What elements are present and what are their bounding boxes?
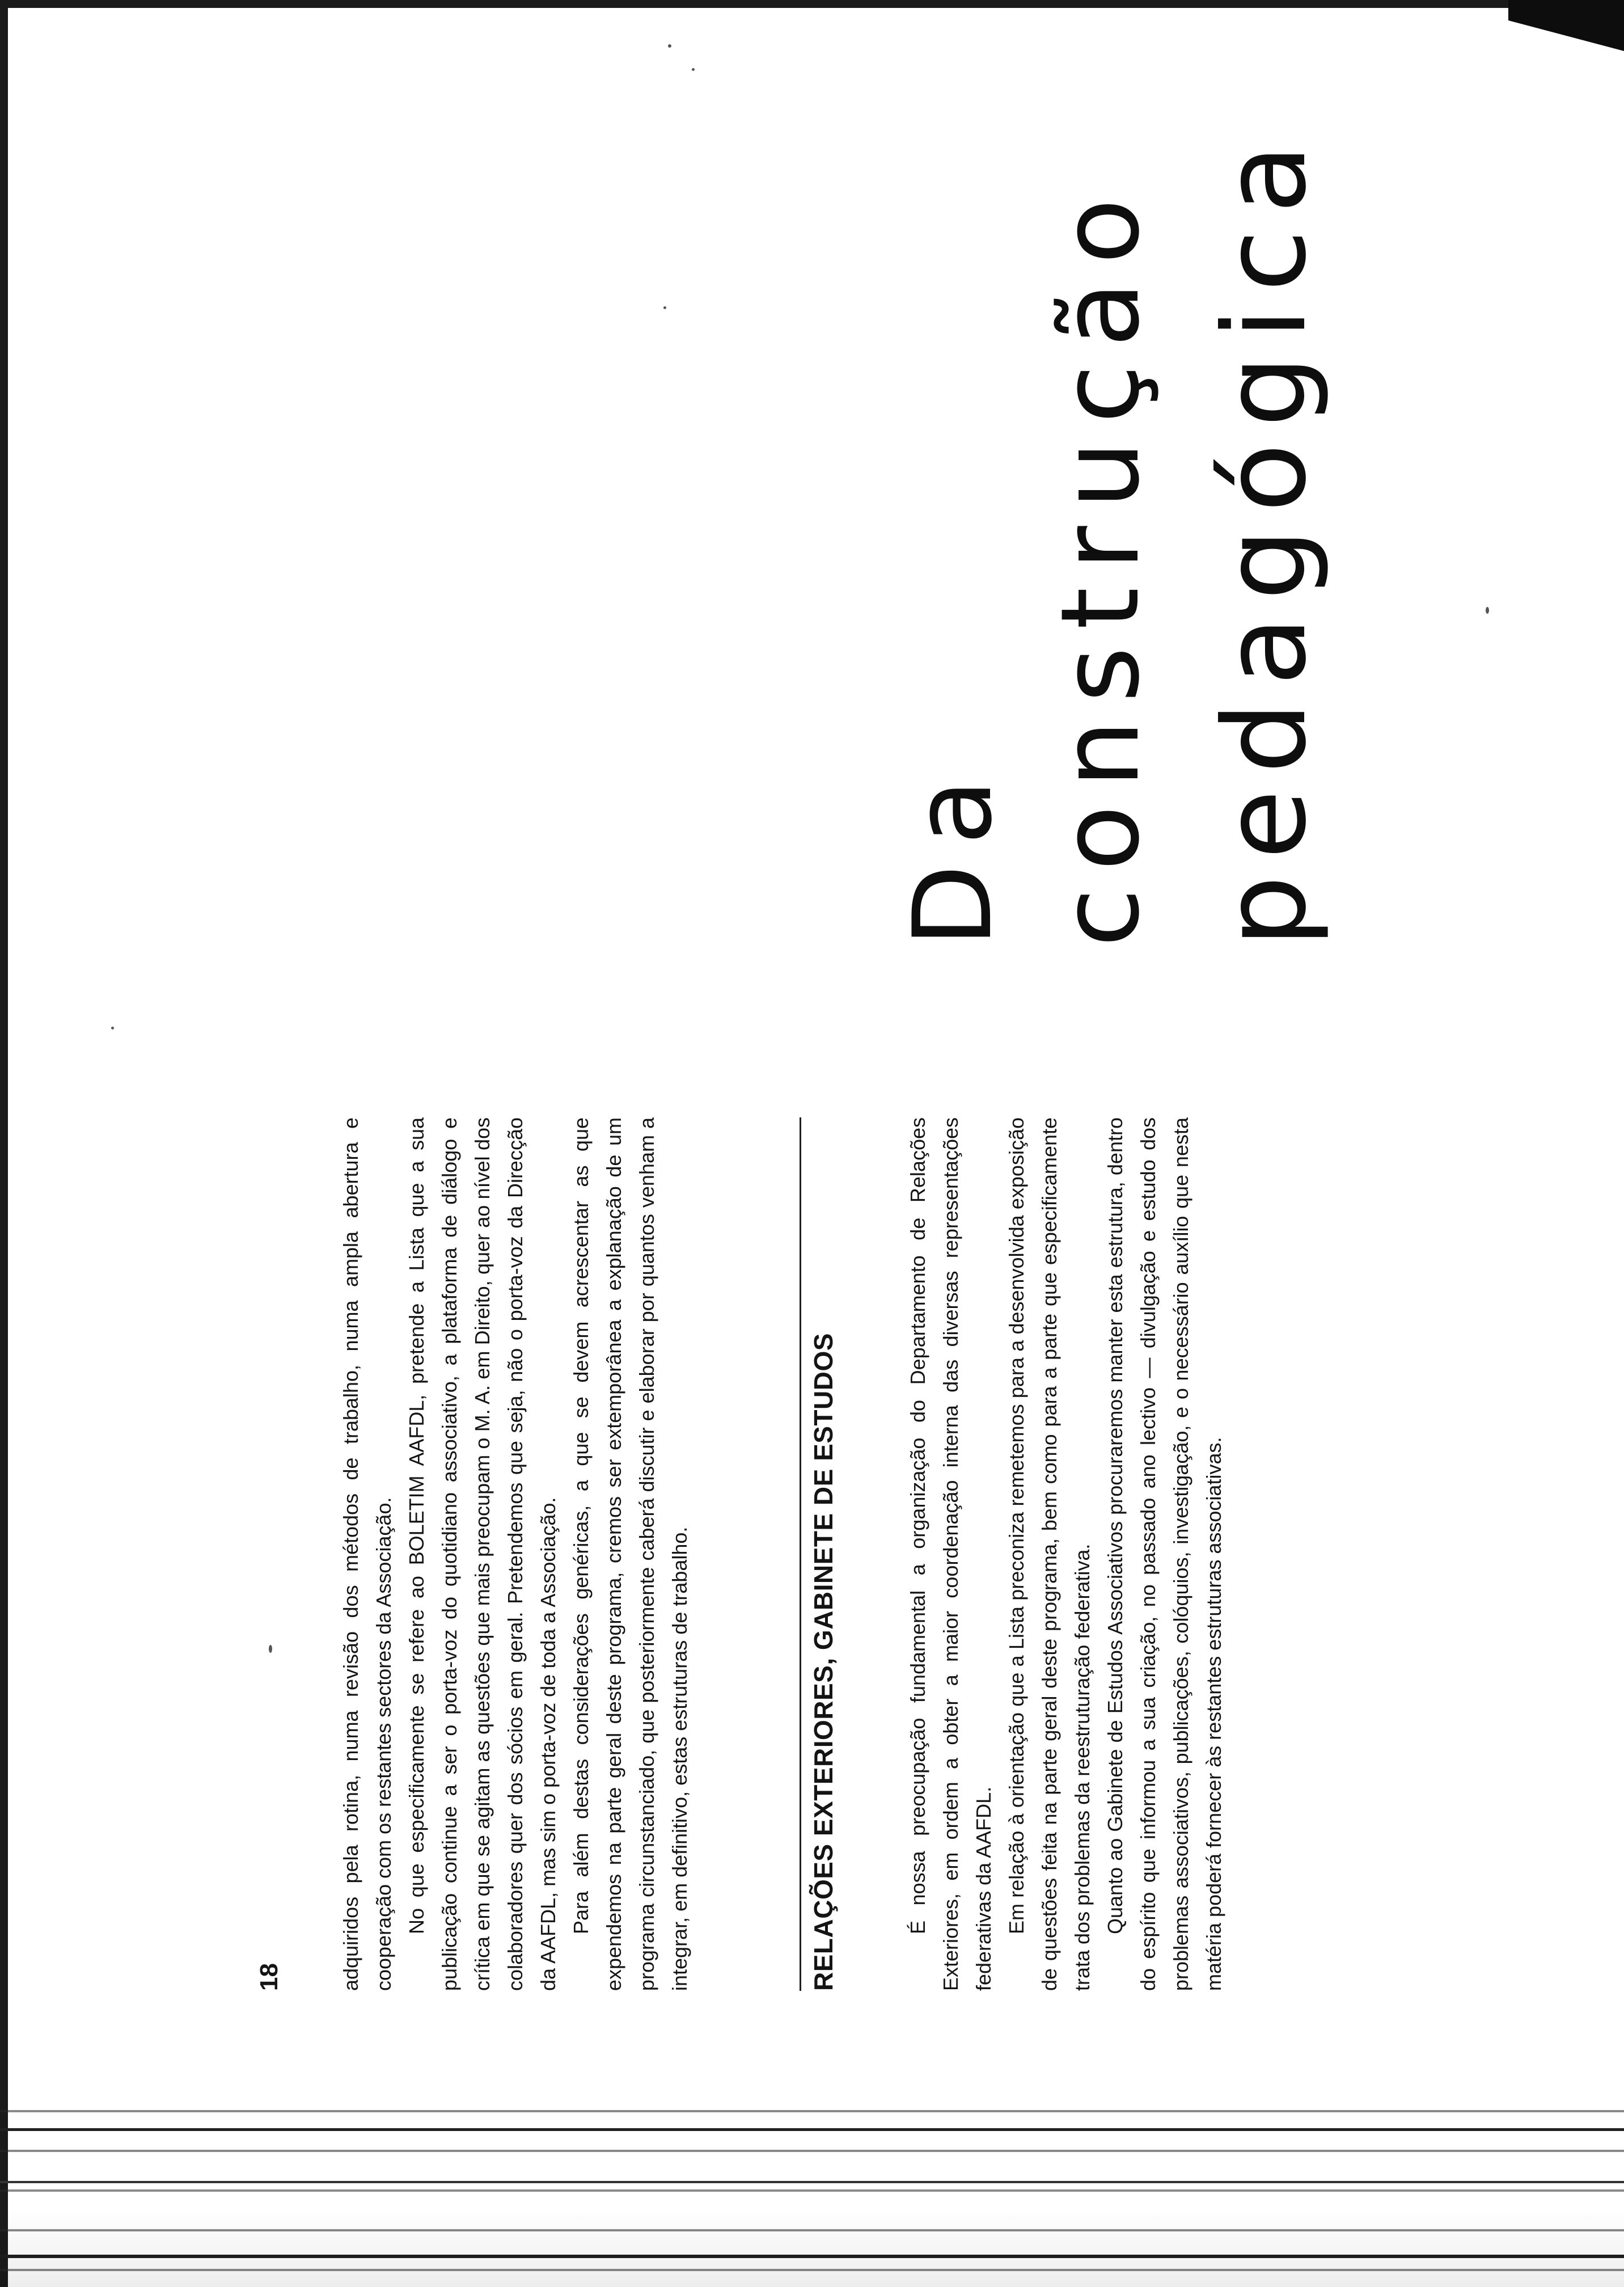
headline-line-2: construção	[1038, 181, 1163, 947]
headline-line-3: pedagógica	[1199, 128, 1331, 947]
article-body-top	[335, 1117, 696, 1991]
scan-line	[0, 2255, 1624, 2258]
article-body-bottom	[902, 1117, 1230, 1991]
paragraph: No que especificamente se refere ao BOLETIM AAFDL, pretende a Lista que a sua publicação continue a ser o porta-voz do quotidiano associativo, a plataforma de diálogo e crítica em que se agitam as questões que mais preocupam o M. A. em Direito, quer ao nível dos colaboradores quer dos sócios em geral. Pretendemos que seja, não o porta-voz da Direcção da AAFDL, mas sim o porta-voz de toda a Associação.	[405, 1117, 560, 1991]
scan-line	[0, 2181, 1624, 2183]
headline-line-1: Da	[890, 759, 1016, 947]
paragraph: Em relação à orientação que a Lista preconiza remetemos para a desenvolvida exposição de questões feita na parte geral deste programa, bem como para a parte que especificamente trata dos problemas da reestruturação federativa.	[1005, 1117, 1094, 1991]
paragraph: É nossa preocupação fundamental a organização do Departamento de Relações Exteriores, em ordem a obter a maior coordenação interna das diversas representações federativas da AAFDL.	[906, 1117, 995, 1991]
paragraph: Quanto ao Gabinete de Estudos Associativos procuraremos manter esta estrutura, dentro do espírito que informou a sua criação, no passado ano lectivo — divulgação e estudo dos problemas associativos, publicações, colóquios, investigação, e o necessário auxílio que nesta matéria poderá fornecer às restantes estruturas associativas.	[1103, 1117, 1225, 1991]
scan-corner-shadow	[1508, 0, 1624, 51]
scan-line	[0, 2128, 1624, 2131]
paragraph: adquiridos pela rotina, numa revisão dos métodos de trabalho, numa ampla abertura e cooperação com os restantes sectores da Associação.	[339, 1117, 395, 1991]
section-heading: RELAÇÕES EXTERIORES, GABINETE DE ESTUDOS	[809, 1333, 838, 1991]
rotated-page	[91, 11, 1508, 2110]
section-divider	[800, 1117, 801, 1991]
scan-border-left	[0, 0, 8, 2287]
scan-border-top	[0, 0, 1624, 8]
page-number: 18	[255, 1963, 283, 1991]
paragraph: Para além destas considerações genéricas, a que se devem acrescentar as que expendemos na parte geral deste programa, cremos ser extemporânea a explanação de um programa circunstanciado, que posteriormente caberá discutir e elaborar por quantos venham a integrar, em definitivo, estas estruturas de trabalho.	[569, 1117, 691, 1991]
